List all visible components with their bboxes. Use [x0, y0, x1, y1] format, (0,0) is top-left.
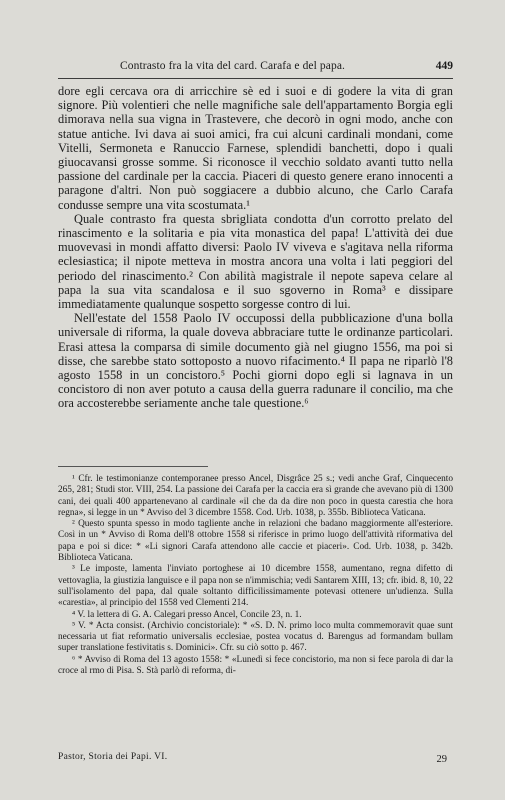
- footnote: ² Questo spunta spesso in modo tagliente anche in relazioni che badano maggiormente all'esteriore. Così in un * Avviso di Roma dell'8 ottobre 1558 si riferisce in primo luogo dell'attività riformativa del papa e poi si dice: * «Li signori Carafa attendono alle caccie et piaceri». Cod. Urb. 1038, p. 342b. Biblioteca Vaticana.: [58, 519, 453, 564]
- body-paragraph: Nell'estate del 1558 Paolo IV occupossi della pubblicazione d'una bolla universale di riforma, la quale doveva abbraciare tutte le ordinanze particolari. Erasi attesa la comparsa di simile documento già nel giugno 1556, ma poi si disse, che sarebbe stato sottoposto a nuovo rifacimento.⁴ Il papa ne riparlò l'8 agosto 1558 in un concistoro.⁵ Pochi giorni dopo egli si lagnava in un concistoro di non aver potuto a causa della guerra radunare il concilio, ma che ora accosterebbe seriamente anche tale questione.⁶: [58, 311, 453, 411]
- footnote-rule: [58, 466, 208, 467]
- footnote: ⁴ V. la lettera di G. A. Calegari presso Ancel, Concile 23, n. 1.: [72, 609, 302, 620]
- footnotes: [58, 474, 453, 677]
- printer-signature: Pastor, Storia dei Papi. VI.: [58, 752, 168, 762]
- footnote: ¹ Cfr. le testimonianze contemporanee presso Ancel, Disgrâce 25 s.; vedi anche Graf, Cinquecento 265, 281; Studi stor. VIII, 254. La passione dei Carafa per la caccia era sì grande che avevano più di 1300 cani, dei quali 400 appartenevano al cardinale «il che da da dire non poco in questa carestia che hora regna», si legge in un * Avviso del 3 dicembre 1558. Cod. Urb. 1038, p. 355b. Biblioteca Vaticana.: [58, 474, 453, 518]
- header-rule: [58, 78, 453, 79]
- running-head: [58, 60, 453, 76]
- body-text: [58, 84, 453, 411]
- body-paragraph: Quale contrasto fra questa sbrigliata condotta d'un corrotto prelato del rinascimento e la solitaria e pia vita monastica del papa! L'attività dei due muovevasi in mondi affatto diversi: Paolo IV viveva e s'agitava nella riforma eclesiastica; il nipote metteva in mostra ancora una volta i lati peggiori del periodo del rinascimento.² Con abilità magistrale il nepote sapeva celare al papa la sua vita scandalosa e il suo sgoverno in Roma³ e dissipare immediatamente qualunque sospetto sorgesse contro di lui.: [58, 211, 453, 312]
- footnote: ⁶ * Avviso di Roma del 13 agosto 1558: * «Lunedì si fece concistorio, ma non si fece parola di dar la croce al rmo di Pisa. S. Stà parlò di reforma, di-: [58, 654, 453, 677]
- footnote: ³ Le imposte, lamenta l'inviato portoghese ai 10 dicembre 1558, aumentano, regna difetto di vettovaglia, la giustizia languisce e il papa non se n'immischia; vedi Santarem XIII, 13; cfr. ibid. 8, 10, 22 sull'isolamento del papa, dal quale soltanto difficilissimamente potevasi ottenere un'udienza. Sulla «carestia», al principio del 1558 ved Clementi 214.: [58, 564, 453, 609]
- page-number: 449: [435, 60, 453, 72]
- body-paragraph: dore egli cercava ora di arricchire sè ed i suoi e di godere la vita di gran signore. Più volentieri che nelle magnifiche sale dell'appartamento Borgia egli dimorava nella sua vigna in Trastevere, che decorò in ogni modo, anche con statue antiche. Ivi dava ai suoi amici, fra cui alcuni cardinali mondani, come Vitelli, Sermoneta e Ranuccio Farnese, splendidi banchetti, dopo i quali giuocavansi grosse somme. Si riconosce il vecchio soldato avanti tutto nella passione del cardinale per la caccia. Piaceri di questo genere erano innocenti a paragone d'altri. Non può soggiacere a dubbio alcuno, che Carlo Carafa condusse sempre una vita scostumata.¹: [58, 84, 453, 212]
- signature-number: 29: [436, 754, 447, 765]
- running-title: Contrasto fra la vita del card. Carafa e del papa.: [120, 60, 345, 72]
- footnote: ⁵ V. * Acta consist. (Archivio concistoriale): * «S. D. N. primo loco multa commemoravit quae sunt necessaria ut fiat reformatio universalis ecclesiae, postea vocatus d. Barengus ad formandam bullam super translatione festivitatis s. Dominici». Cfr. su ciò sotto p. 467.: [58, 620, 453, 654]
